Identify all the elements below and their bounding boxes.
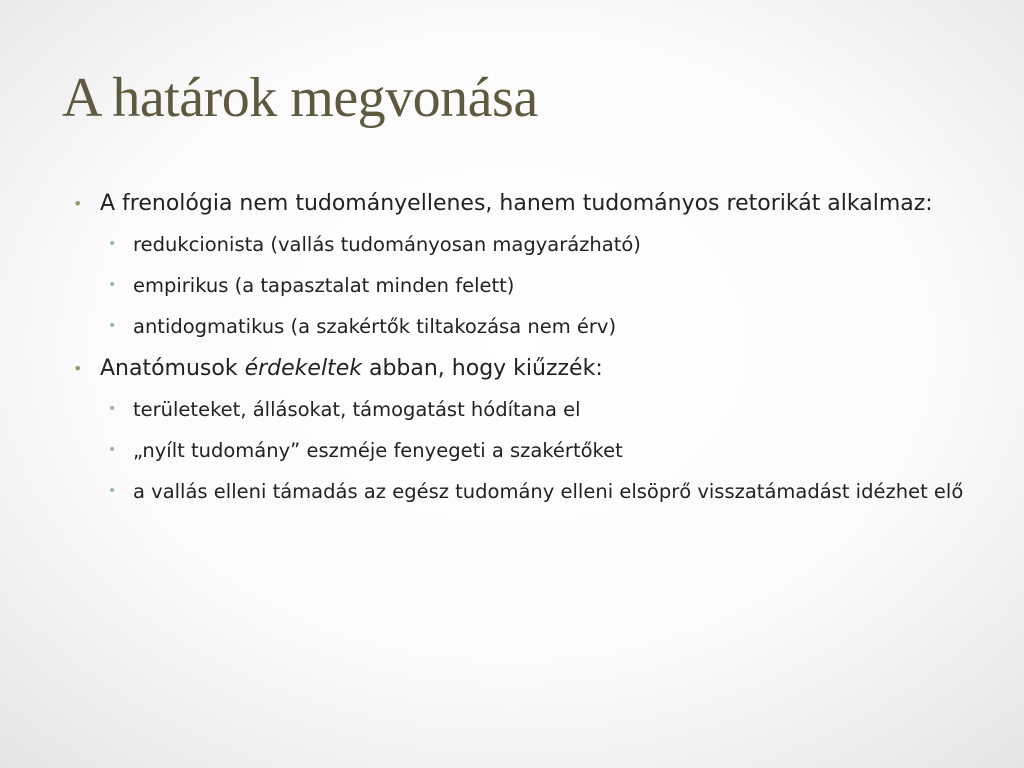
sub-bullet-icon: • xyxy=(108,442,117,458)
sub-bullet-item xyxy=(100,434,970,467)
sub-bullet-text: a vallás elleni támadás az egész tudomány elleni elsöprő visszatámadást idézhet elő xyxy=(133,480,964,503)
sub-bullet-list xyxy=(100,228,970,343)
sub-bullet-icon: • xyxy=(108,483,117,499)
sub-bullet-text: „nyílt tudomány” eszméje fenyegeti a szakértőket xyxy=(133,439,623,462)
sub-bullet-icon: • xyxy=(108,401,117,417)
bullet-icon: • xyxy=(73,359,83,378)
sub-bullet-text: redukcionista (vallás tudományosan magyarázható) xyxy=(133,233,641,256)
sub-bullet-icon: • xyxy=(108,236,117,252)
sub-bullet-text: antidogmatikus (a szakértők tiltakozása nem érv) xyxy=(133,315,617,338)
bullet-list xyxy=(70,186,970,508)
sub-bullet-item xyxy=(100,310,970,343)
bullet-icon: • xyxy=(73,194,83,213)
sub-bullet-text: területeket, állásokat, támogatást hódítana el xyxy=(133,398,581,421)
sub-bullet-item xyxy=(100,475,970,508)
slide-content xyxy=(70,186,970,516)
sub-bullet-icon: • xyxy=(108,277,117,293)
bullet-item-1 xyxy=(70,186,970,343)
bullet-item-2 xyxy=(70,351,970,508)
sub-bullet-text: empirikus (a tapasztalat minden felett) xyxy=(133,274,515,297)
slide-title: A határok megvonása xyxy=(62,67,538,129)
sub-bullet-icon: • xyxy=(108,318,117,334)
bullet-text-before: Anatómusok xyxy=(100,356,245,381)
sub-bullet-item xyxy=(100,269,970,302)
bullet-text xyxy=(100,356,603,381)
sub-bullet-item xyxy=(100,228,970,261)
sub-bullet-list xyxy=(100,393,970,508)
sub-bullet-item xyxy=(100,393,970,426)
bullet-text-emphasis: érdekeltek xyxy=(244,356,362,381)
bullet-text: A frenológia nem tudományellenes, hanem tudományos retorikát alkalmaz: xyxy=(100,191,933,216)
bullet-text-after: abban, hogy kiűzzék: xyxy=(361,356,603,381)
